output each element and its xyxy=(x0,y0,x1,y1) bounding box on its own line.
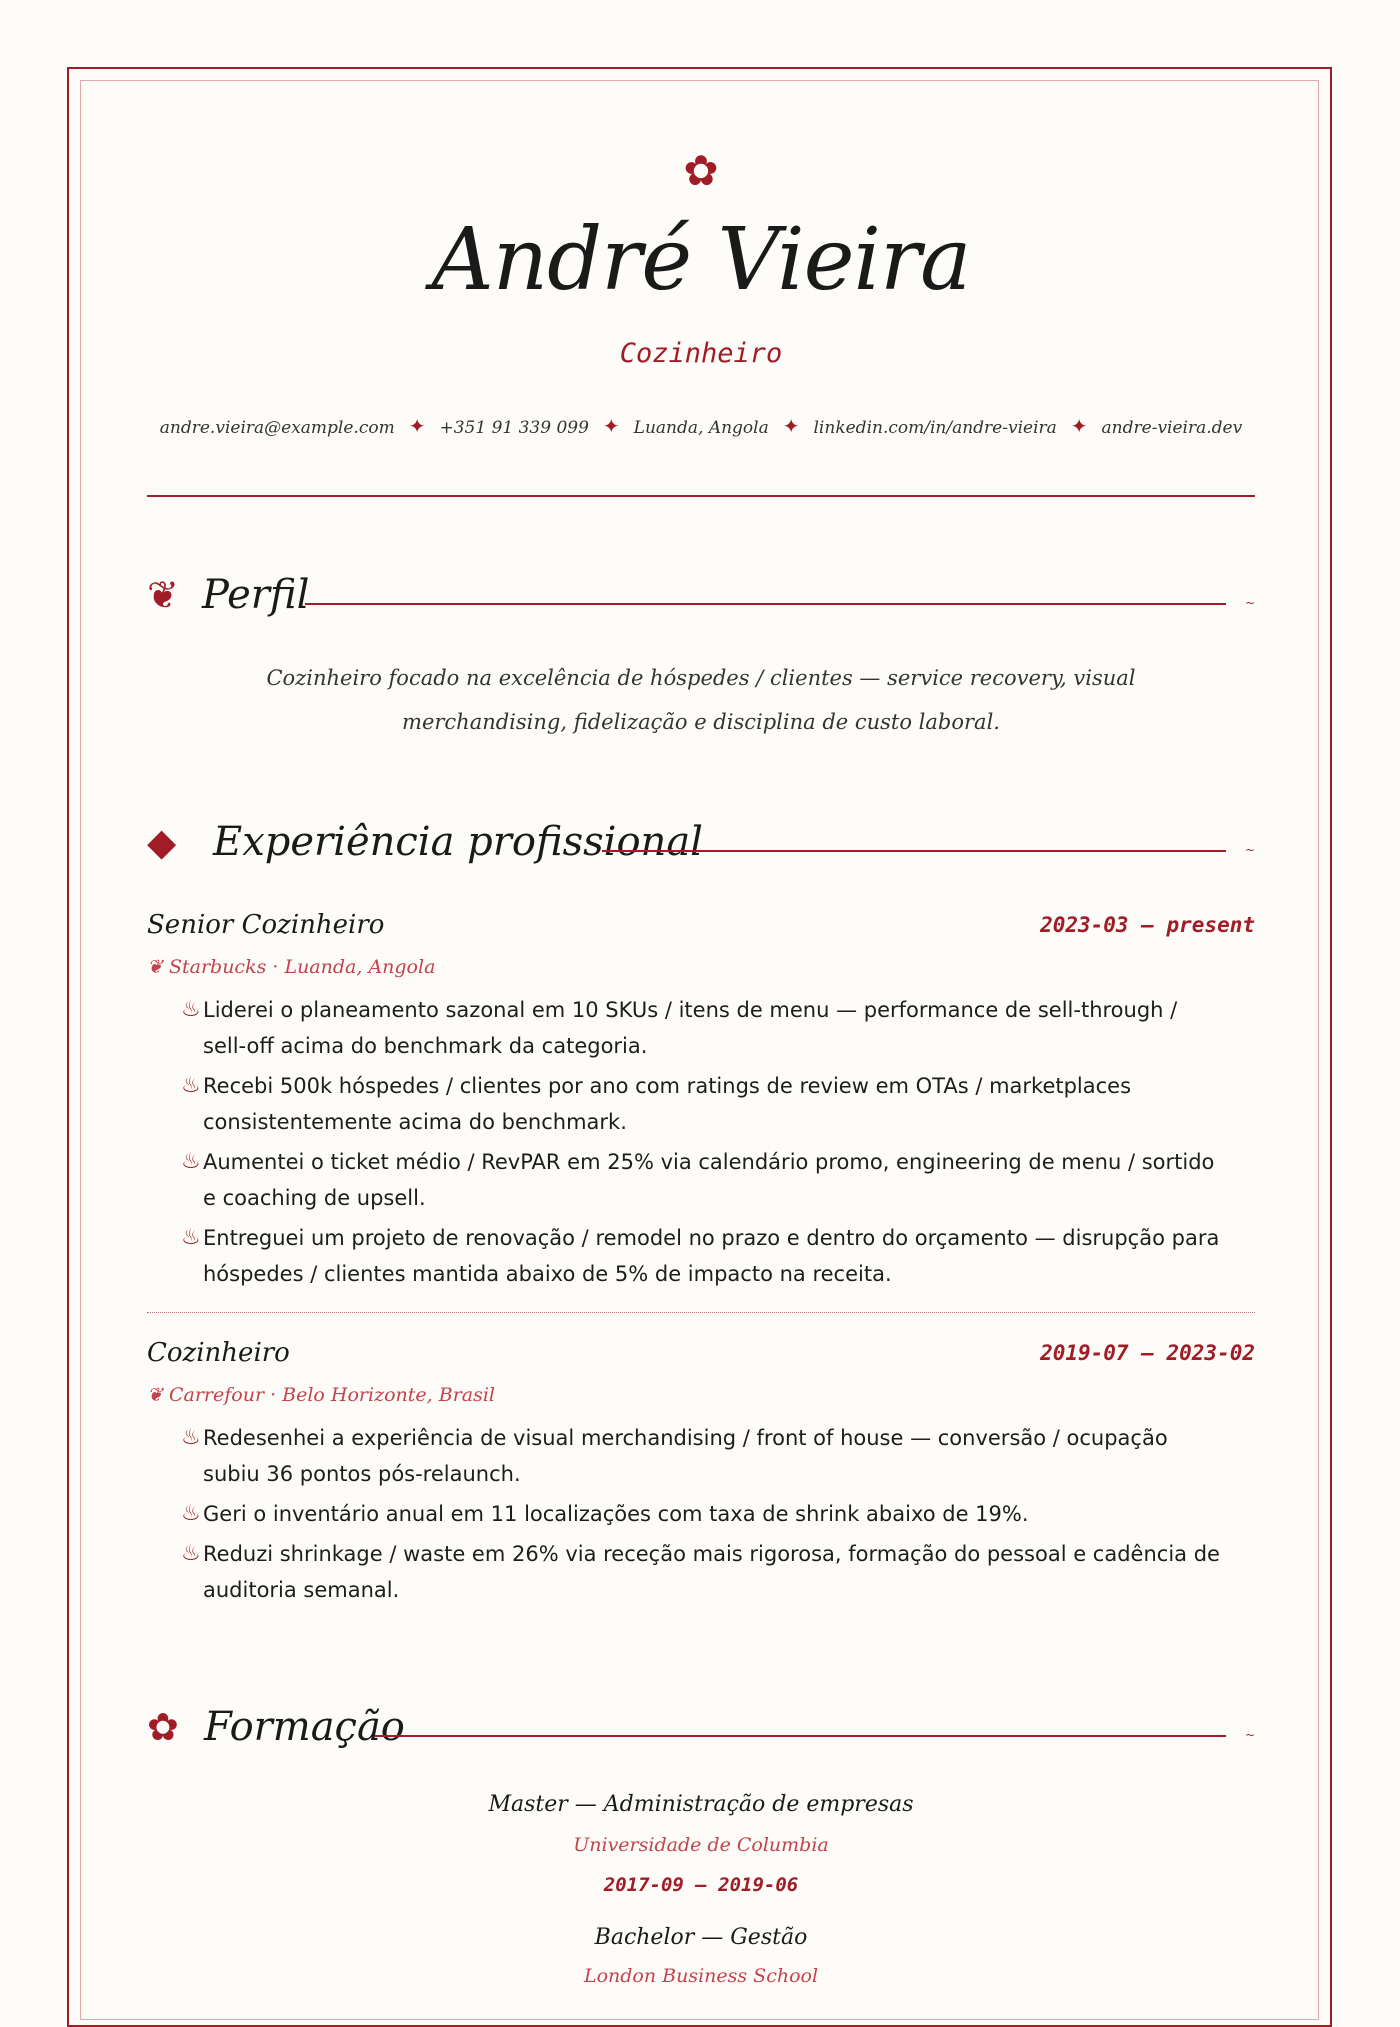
profile-summary: Cozinheiro focado na excelência de hóspedes / clientes — service recovery, visual merchandising, fidelização e disciplina de custo laboral. xyxy=(266,666,1136,734)
section-tick: ~ xyxy=(1244,596,1255,610)
contact-line xyxy=(147,412,1255,442)
hot-springs-icon: ♨ xyxy=(181,1541,201,1566)
sparkle-icon: ✦ xyxy=(782,414,800,438)
flower-icon: ✿ xyxy=(683,146,719,195)
floral-heart-icon: ❦ xyxy=(147,573,179,617)
list-item: ♨ Geri o inventário anual em 11 localizações com taxa de shrink abaixo de 19%. xyxy=(181,1496,1221,1532)
hot-springs-icon: ♨ xyxy=(181,997,201,1022)
section-rule xyxy=(375,1735,1226,1737)
hot-springs-icon: ♨ xyxy=(181,1073,201,1098)
list-item: ♨ Entreguei um projeto de renovação / remodel no prazo e dentro do orçamento — disrupção para hóspedes / clientes mantida abaixo de 5% de impacto na receita. xyxy=(181,1220,1221,1292)
contact-phone[interactable]: +351 91 339 099 xyxy=(439,418,589,438)
job-dates: 2023-03 — present xyxy=(1040,913,1255,937)
sparkle-icon: ✦ xyxy=(602,414,620,438)
job-title: Cozinheiro xyxy=(147,1338,290,1368)
contact-location: Luanda, Angola xyxy=(633,418,769,438)
contact-email[interactable]: andre.vieira@example.com xyxy=(159,418,395,438)
section-header-education xyxy=(147,1697,1255,1757)
list-item: ♨ Redesenhei a experiência de visual merchandising / front of house — conversão / ocupação subiu 36 pontos pós-relaunch. xyxy=(181,1420,1221,1492)
flower-icon: ✿ xyxy=(147,1705,179,1749)
list-item: ♨ Aumentei o ticket médio / RevPAR em 25% via calendário promo, engineering de menu / sortido e coaching de upsell. xyxy=(181,1144,1221,1216)
section-title: Perfil xyxy=(202,572,310,618)
candidate-role: Cozinheiro xyxy=(619,338,783,369)
hot-springs-icon: ♨ xyxy=(181,1225,201,1250)
floral-heart-icon: ❦ xyxy=(147,956,163,978)
section-title: Formação xyxy=(204,1704,405,1750)
list-item: ♨ Recebi 500k hóspedes / clientes por ano com ratings de review em OTAs / marketplaces consistentemente acima do benchmark. xyxy=(181,1068,1221,1140)
contact-linkedin[interactable]: linkedin.com/in/andre-vieira xyxy=(813,418,1057,438)
job-title: Senior Cozinheiro xyxy=(147,910,385,940)
job-company-label: Carrefour · Belo Horizonte, Brasil xyxy=(168,1384,496,1406)
job-bullets xyxy=(181,992,1221,1296)
contact-website[interactable]: andre-vieira.dev xyxy=(1101,418,1243,438)
sparkle-icon: ✦ xyxy=(1070,414,1088,438)
education-item xyxy=(147,1785,1255,1905)
education-school: Universidade de Columbia xyxy=(573,1834,829,1856)
education-degree: Master — Administração de empresas xyxy=(488,1792,914,1817)
education-degree: Bachelor — Gestão xyxy=(594,1925,808,1950)
section-rule xyxy=(305,603,1226,605)
section-tick: ~ xyxy=(1244,1728,1255,1742)
list-item: ♨ Reduzi shrinkage / waste em 26% via receção mais rigorosa, formação do pessoal e cadência de auditoria semanal. xyxy=(181,1536,1221,1608)
job-company xyxy=(147,952,435,982)
floral-heart-icon: ❦ xyxy=(147,1384,163,1406)
education-item xyxy=(147,1918,1255,1994)
job-divider xyxy=(147,1312,1255,1313)
diamond-icon: ◆ xyxy=(147,820,177,864)
section-rule xyxy=(602,850,1226,852)
job-company-label: Starbucks · Luanda, Angola xyxy=(168,956,436,978)
education-dates: 2017-09 – 2019-06 xyxy=(603,1874,799,1896)
education-school: London Business School xyxy=(583,1965,819,1987)
section-title: Experiência profissional xyxy=(213,819,703,865)
hot-springs-icon: ♨ xyxy=(181,1501,201,1526)
section-tick: ~ xyxy=(1244,843,1255,857)
section-header-experience xyxy=(147,812,1255,872)
job-dates: 2019-07 — 2023-02 xyxy=(1040,1341,1255,1365)
job-bullets xyxy=(181,1420,1221,1612)
list-item: ♨ Liderei o planeamento sazonal em 10 SKUs / itens de menu — performance de sell-through / sell-off acima do benchmark da categoria. xyxy=(181,992,1221,1064)
job-company xyxy=(147,1380,495,1410)
section-header-profile xyxy=(147,565,1255,625)
sparkle-icon: ✦ xyxy=(408,414,426,438)
candidate-name: André Vieira xyxy=(431,210,971,310)
hot-springs-icon: ♨ xyxy=(181,1149,201,1174)
header-divider xyxy=(147,495,1255,497)
hot-springs-icon: ♨ xyxy=(181,1425,201,1450)
